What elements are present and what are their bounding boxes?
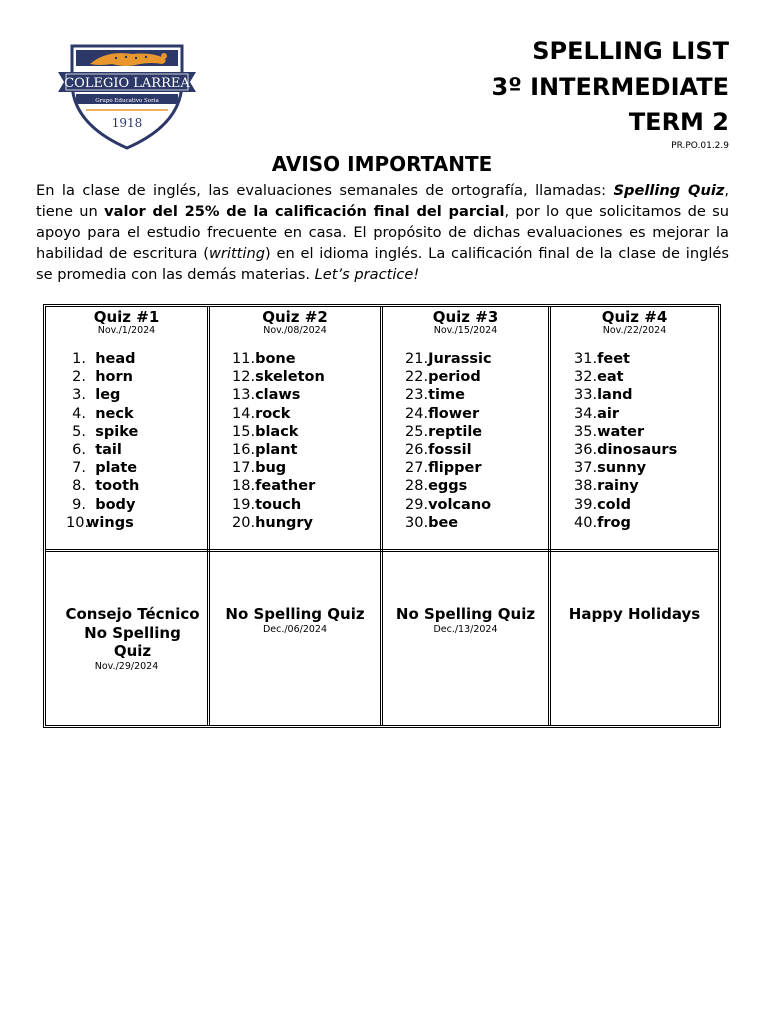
item-number: 24.: [405, 405, 429, 422]
item-number: 27.: [405, 460, 429, 477]
list-item: [232, 423, 380, 441]
notice-lets-practice: Let’s practice!: [314, 266, 420, 283]
quiz-3-cell: [383, 307, 548, 549]
notice-text-2: , tiene un: [36, 182, 729, 220]
spelling-word: bone: [255, 351, 296, 367]
school-logo: [56, 42, 198, 152]
item-number: 13.: [232, 387, 256, 404]
bottom-date: Dec./13/2024: [433, 623, 498, 635]
item-number: 7.: [72, 460, 86, 477]
bottom-note: Happy Holidays: [568, 605, 701, 623]
list-item: [405, 386, 548, 404]
item-number: 17.: [232, 460, 256, 477]
quiz-3-words: [383, 350, 548, 532]
quiz-4-date: Nov./22/2024: [602, 325, 667, 336]
logo-year: 1918: [111, 116, 143, 130]
spelling-word: wings: [86, 514, 134, 531]
list-item: [574, 368, 718, 386]
item-number: 16.: [232, 442, 256, 459]
list-item: [574, 405, 718, 423]
item-number: 28.: [405, 478, 429, 495]
spelling-word: Jurassic: [428, 351, 492, 367]
list-item: [405, 423, 548, 441]
spelling-word: hungry: [255, 514, 314, 531]
spelling-word: black: [255, 423, 299, 440]
spelling-word: rainy: [597, 478, 639, 495]
item-number: 11.: [232, 351, 256, 367]
list-item: [405, 477, 548, 495]
item-number: 38.: [574, 478, 598, 495]
item-number: 3.: [72, 387, 86, 404]
list-item: [232, 405, 380, 423]
list-item: [232, 496, 380, 514]
logo-name: COLEGIO LARREA: [64, 76, 190, 91]
quiz-2-date: Nov./08/2024: [263, 325, 327, 336]
quiz-4-cell: [551, 307, 718, 549]
spelling-word: skeleton: [255, 369, 325, 386]
notice-paragraph: [36, 180, 729, 285]
list-item: [66, 405, 207, 423]
item-number: 39.: [574, 496, 598, 513]
list-item: [66, 350, 207, 368]
item-number: 5.: [72, 423, 86, 440]
spelling-word: feather: [255, 478, 316, 495]
item-number: 32.: [574, 369, 598, 386]
item-number: 6.: [72, 442, 86, 459]
list-item: [66, 441, 207, 459]
bottom-note-line: Consejo Técnico: [65, 605, 200, 623]
bottom-note-line: Quiz: [113, 642, 152, 660]
item-number: 12.: [232, 369, 256, 386]
spelling-word: period: [428, 369, 481, 386]
spelling-word: claws: [255, 387, 301, 404]
list-item: [574, 496, 718, 514]
notice-text-4: ) en el idioma inglés. La calificación final de la clase de inglés se promedia con las demás materias.: [36, 245, 729, 283]
notice-writting: writting: [208, 245, 265, 262]
notice-text-3: , por lo que solicitamos de su apoyo para el estudio frecuente en casa. El propósito de dichas evaluaciones es mejorar la habilidad de escritura (: [36, 203, 729, 262]
item-number: 1.: [72, 351, 86, 367]
bottom-note: No Spelling Quiz: [225, 605, 365, 623]
list-item: [66, 459, 207, 477]
list-item: [574, 441, 718, 459]
spelling-word: bug: [255, 460, 287, 477]
quiz-1-cell: [46, 307, 207, 549]
spelling-word: flipper: [428, 460, 482, 477]
bottom-note-line: No Spelling: [84, 623, 181, 642]
list-item: [66, 423, 207, 441]
list-item: [232, 477, 380, 495]
spelling-word: water: [597, 423, 645, 440]
item-number: 23.: [405, 387, 429, 404]
logo-subtitle: Grupo Educativo Soria: [95, 98, 159, 104]
list-item: [405, 459, 548, 477]
list-item: [232, 368, 380, 386]
item-number: 8.: [72, 478, 86, 495]
notice-spelling-quiz: Spelling Quiz: [613, 182, 725, 199]
spelling-word: dinosaurs: [597, 442, 678, 459]
spelling-word: eat: [597, 369, 624, 386]
spelling-word: leg: [95, 387, 121, 404]
list-item: [66, 477, 207, 495]
quiz-4-words: [551, 350, 718, 532]
item-number: 18.: [232, 478, 256, 495]
spelling-word: fossil: [428, 442, 472, 459]
spelling-word: air: [597, 405, 619, 422]
bottom-cell-4: [551, 552, 718, 725]
list-item: [405, 441, 548, 459]
list-item: [232, 514, 380, 532]
item-number: 4.: [72, 405, 86, 422]
item-number: 22.: [405, 369, 429, 386]
list-item: [232, 441, 380, 459]
list-item: [405, 405, 548, 423]
list-item: [405, 368, 548, 386]
list-item: [574, 514, 718, 532]
notice-text-1: En la clase de inglés, las evaluaciones semanales de ortografía, llamadas:: [36, 182, 614, 199]
notice-value-emphasis: valor del 25% de la calificación final del parcial: [104, 203, 505, 220]
spelling-word: plate: [95, 460, 138, 477]
quiz-2-title: Quiz #2: [262, 308, 328, 326]
spelling-word: reptile: [428, 423, 483, 440]
bottom-cell-3: [383, 552, 548, 725]
spelling-word: touch: [255, 496, 302, 513]
item-number: 10.: [66, 514, 90, 531]
item-number: 35.: [574, 423, 598, 440]
spelling-word: feet: [597, 351, 630, 367]
bottom-date: Nov./29/2024: [94, 660, 159, 672]
quiz-1-date: Nov./1/2024: [97, 325, 156, 336]
spelling-word: plant: [255, 442, 298, 459]
quiz-4-title: Quiz #4: [601, 308, 668, 326]
list-item: [66, 496, 207, 514]
list-item: [574, 459, 718, 477]
title-line-3: TERM 2: [628, 108, 729, 136]
list-item: [232, 350, 380, 368]
spelling-word: cold: [597, 496, 631, 513]
spelling-word: time: [428, 387, 465, 404]
item-number: 33.: [574, 387, 598, 404]
item-number: 14.: [232, 405, 256, 422]
quiz-1-words: [46, 350, 207, 532]
list-item: [66, 514, 207, 532]
item-number: 15.: [232, 423, 256, 440]
title-line-2: 3º INTERMEDIATE: [491, 72, 729, 101]
item-number: 19.: [232, 496, 256, 513]
spelling-word: body: [95, 496, 136, 513]
spelling-word: rock: [255, 405, 291, 422]
spelling-word: bee: [428, 514, 459, 531]
item-number: 29.: [405, 496, 429, 513]
item-number: 26.: [405, 442, 429, 459]
item-number: 30.: [405, 514, 429, 531]
list-item: [405, 350, 548, 368]
spelling-word: tooth: [95, 478, 140, 495]
item-number: 9.: [72, 496, 86, 513]
list-item: [405, 514, 548, 532]
spelling-word: tail: [95, 442, 122, 459]
item-number: 31.: [574, 351, 598, 367]
item-number: 2.: [72, 369, 86, 386]
spelling-word: frog: [597, 514, 631, 531]
item-number: 21.: [405, 351, 429, 367]
bottom-cell-1: [46, 552, 207, 725]
bottom-date: Dec./06/2024: [262, 623, 328, 635]
spelling-word: horn: [95, 369, 133, 386]
list-item: [66, 386, 207, 404]
document-reference: PR.PO.01.2.9: [671, 141, 729, 151]
quiz-2-words: [210, 350, 380, 532]
bottom-note: [46, 605, 207, 661]
spelling-word: spike: [95, 423, 139, 440]
list-item: [574, 477, 718, 495]
list-item: [232, 386, 380, 404]
spelling-word: head: [95, 351, 136, 367]
spelling-word: flower: [428, 405, 480, 422]
notice-heading: AVISO IMPORTANTE: [271, 152, 493, 176]
item-number: 40.: [574, 514, 598, 531]
spelling-word: land: [597, 387, 633, 404]
list-item: [66, 368, 207, 386]
spelling-word: neck: [95, 405, 134, 422]
item-number: 34.: [574, 405, 598, 422]
item-number: 20.: [232, 514, 256, 531]
title-line-1: SPELLING LIST: [532, 37, 729, 65]
spelling-word: volcano: [428, 496, 492, 513]
quiz-3-title: Quiz #3: [432, 308, 499, 326]
list-item: [405, 496, 548, 514]
spelling-word: eggs: [428, 478, 468, 495]
spelling-table: [43, 304, 721, 728]
item-number: 37.: [574, 460, 598, 477]
quiz-2-cell: [210, 307, 380, 549]
item-number: 25.: [405, 423, 429, 440]
list-item: [574, 350, 718, 368]
bottom-note: No Spelling Quiz: [395, 605, 536, 623]
quiz-1-title: Quiz #1: [93, 308, 160, 326]
quiz-3-date: Nov./15/2024: [433, 325, 498, 336]
list-item: [574, 423, 718, 441]
list-item: [574, 386, 718, 404]
page-title: [492, 34, 729, 141]
bottom-cell-2: [210, 552, 380, 725]
spelling-word: sunny: [597, 460, 647, 477]
item-number: 36.: [574, 442, 598, 459]
list-item: [232, 459, 380, 477]
